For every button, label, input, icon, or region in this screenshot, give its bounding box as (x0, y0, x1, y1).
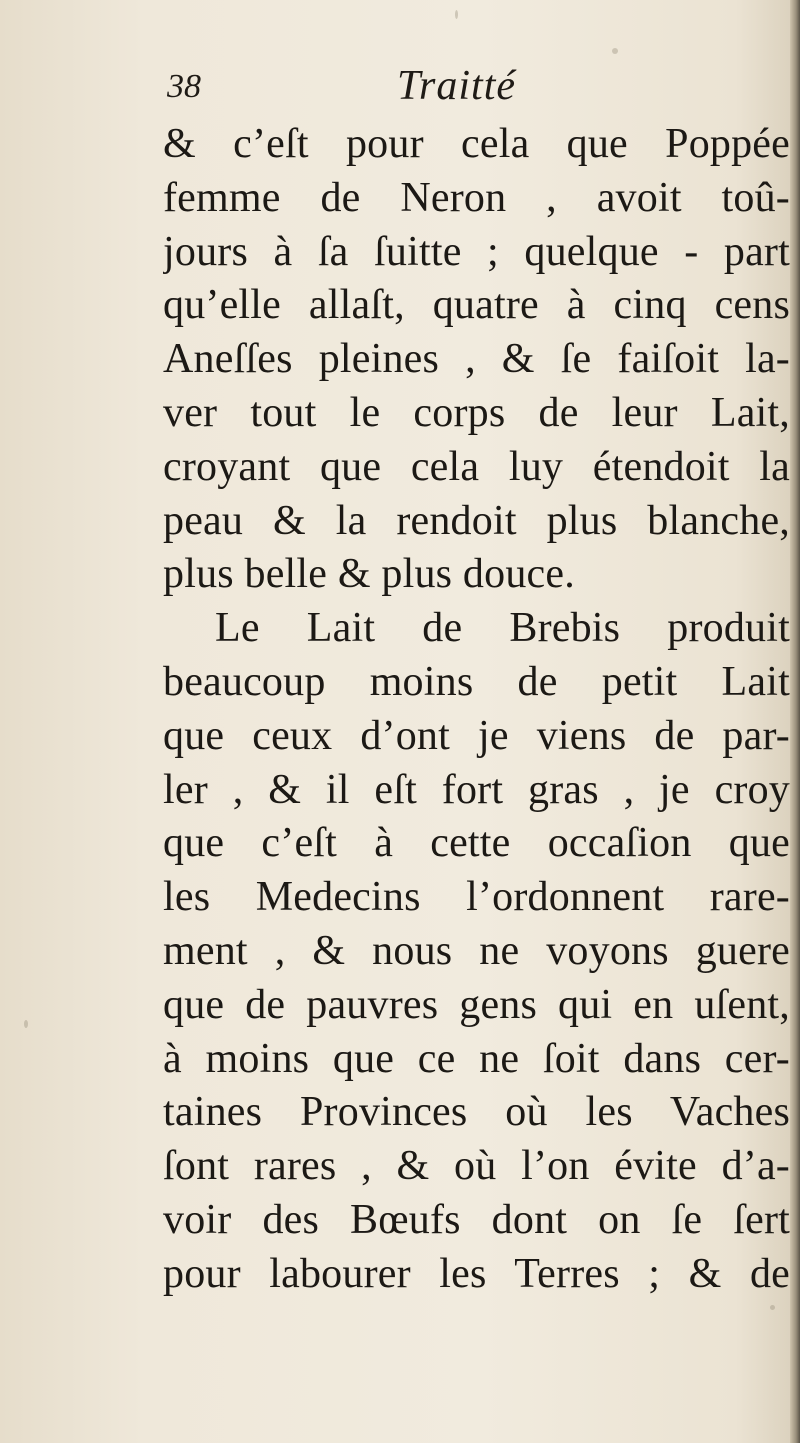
running-title: Traitté (397, 63, 517, 109)
text-line: croyant que cela luy étendoit la (163, 443, 790, 490)
text-line: jours à ſa ſuitte ; quelque - part (163, 228, 790, 275)
text-line: que ceux d’ont je viens de par- (163, 712, 790, 759)
text-line: ver tout le corps de leur Lait, (163, 389, 790, 436)
text-line: ment , & nous ne voyons guere (163, 927, 790, 974)
paper-speck (24, 1020, 28, 1028)
paragraph-end-line: plus belle & plus douce. (163, 551, 575, 598)
text-line: que de pauvres gens qui en uſent, (163, 981, 790, 1028)
text-line: les Medecins l’ordonnent rare- (163, 874, 790, 921)
text-line: qu’elle allaſt, quatre à cinq cens (163, 282, 790, 329)
text-line: Aneſſes pleines , & ſe faiſoit la- (163, 336, 790, 383)
body-text (163, 118, 790, 1302)
text-line: ler , & il eſt fort gras , je croy (163, 766, 790, 813)
text-line: beaucoup moins de petit Lait (163, 658, 790, 705)
paper-speck (455, 10, 458, 19)
text-line: & c’eſt pour cela que Poppée (163, 121, 790, 167)
text-line: voir des Bœufs dont on ſe ſert (163, 1196, 790, 1243)
text-line: pour labourer les Terres ; & de (163, 1250, 790, 1297)
text-line: peau & la rendoit plus blanche, (163, 497, 790, 544)
text-line: à moins que ce ne ſoit dans cer- (163, 1035, 790, 1082)
paper-speck (612, 48, 618, 54)
text-line: femme de Neron , avoit toû- (163, 174, 790, 221)
text-line: taines Provinces où les Vaches (163, 1089, 790, 1136)
text-line: que c’eſt à cette occaſion que (163, 820, 790, 867)
paragraph-start-line: Le Lait de Brebis produit (215, 605, 790, 652)
page-number: 38 (167, 68, 201, 105)
page-binding-edge (790, 0, 800, 1443)
page-header (165, 62, 665, 112)
paper-speck (770, 1305, 775, 1310)
text-line: ſont rares , & où l’on évite d’a- (163, 1143, 790, 1190)
